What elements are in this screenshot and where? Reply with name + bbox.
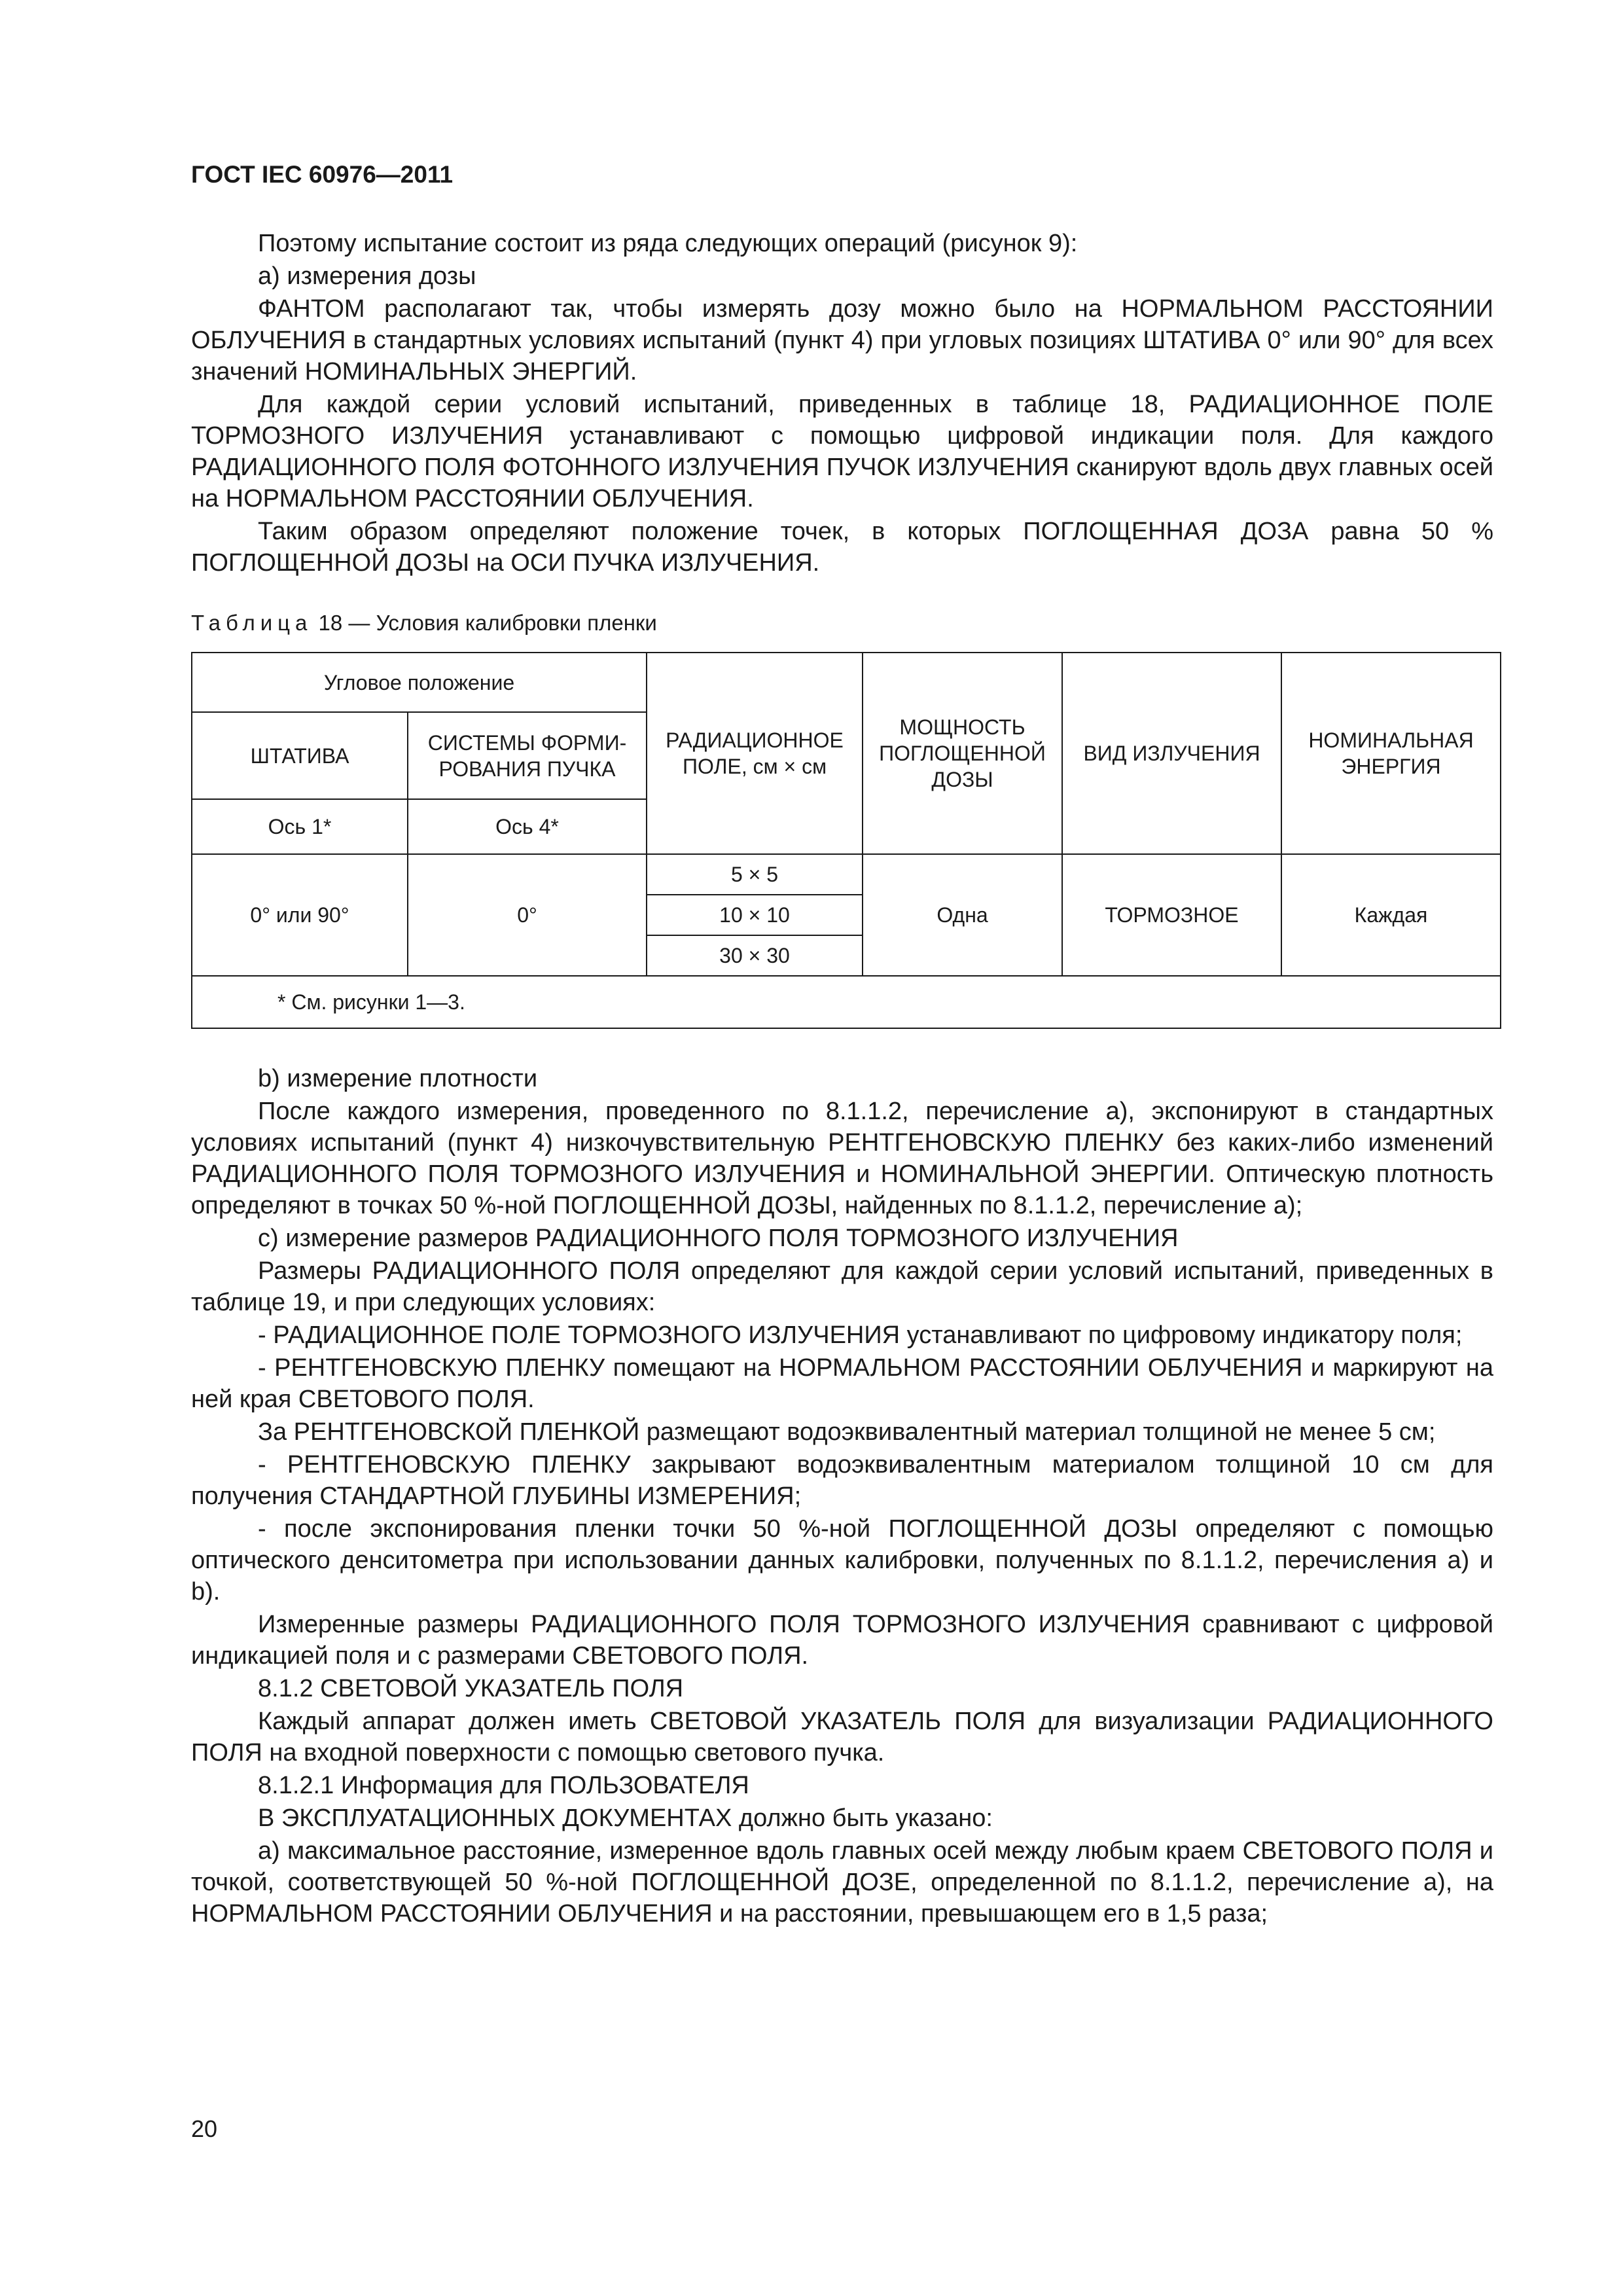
paragraph: - РЕНТГЕНОВСКУЮ ПЛЕНКУ помещают на НОРМАЛЬНОМ РАССТОЯНИИ ОБЛУЧЕНИЯ и маркируют на ней края СВЕТОВОГО ПОЛЯ. (191, 1354, 1493, 1413)
paragraph: Каждый аппарат должен иметь СВЕТОВОЙ УКАЗАТЕЛЬ ПОЛЯ для визуализации РАДИАЦИОННОГО ПОЛЯ на входной поверхности с помощью светового пучка. (191, 1708, 1493, 1767)
table-cell-sistemy: 0° (408, 854, 647, 976)
paragraph: Измеренные размеры РАДИАЦИОННОГО ПОЛЯ ТОРМОЗНОГО ИЗЛУЧЕНИЯ сравнивают с цифровой индикацией поля и с размерами СВЕТОВОГО ПОЛЯ. (191, 1611, 1493, 1670)
paragraph: ФАНТОМ располагают так, чтобы измерять дозу можно было на НОРМАЛЬНОМ РАССТОЯНИИ ОБЛУЧЕНИЯ в стандартных условиях испытаний (пункт 4) при угловых позициях ШТАТИВА 0° или 90° для всех значений НОМИНАЛЬНЫХ ЭНЕРГИЙ. (191, 295, 1493, 386)
table-cell-field: 10 × 10 (647, 895, 863, 935)
table-caption-word: Таблица (191, 611, 313, 635)
paragraph: Поэтому испытание состоит из ряда следующих операций (рисунок 9): (258, 230, 1078, 257)
table-head-axis4: Ось 4* (408, 799, 647, 854)
main-text (191, 228, 1493, 1931)
table-cell-shtativ: 0° или 90° (192, 854, 408, 976)
page-number: 20 (191, 2115, 218, 2142)
paragraph: За РЕНТГЕНОВСКОЙ ПЛЕНКОЙ размещают водоэквивалентный материал толщиной не менее 5 см; (258, 1418, 1436, 1446)
table-cell-energy: Каждая (1281, 854, 1501, 976)
table-cell-kind: ТОРМОЗНОЕ (1062, 854, 1281, 976)
paragraph: После каждого измерения, проведенного по 8.1.1.2, перечисление a), экспонируют в стандартных условиях испытаний (пункт 4) низкочувствительную РЕНТГЕНОВСКУЮ ПЛЕНКУ без каких-либо изменений РАДИАЦИОННОГО ПОЛЯ ТОРМОЗНОГО ИЗЛУЧЕНИЯ и НОМИНАЛЬНОЙ ЭНЕРГИИ. Оптическую плотность определяют в точках 50 %-ной ПОГЛОЩЕННОЙ ДОЗЫ, найденных по 8.1.1.2, перечисление a); (191, 1098, 1493, 1219)
paragraph: b) измерение плотности (258, 1065, 538, 1092)
table-head-shtativ: ШТАТИВА (192, 712, 408, 799)
table-caption (191, 607, 1493, 639)
paragraph: Размеры РАДИАЦИОННОГО ПОЛЯ определяют для каждой серии условий испытаний, приведенных в таблице 19, и при следующих условиях: (191, 1257, 1493, 1316)
document-header: ГОСТ IEC 60976—2011 (191, 161, 454, 188)
table-footnote: * См. рисунки 1—3. (192, 976, 1501, 1028)
paragraph: a) измерения дозы (258, 262, 476, 290)
table-caption-title: 18 — Условия калибровки пленки (312, 611, 657, 635)
paragraph: - РАДИАЦИОННОЕ ПОЛЕ ТОРМОЗНОГО ИЗЛУЧЕНИЯ устанавливают по цифровому индикатору поля; (258, 1321, 1463, 1349)
paragraph: c) измерение размеров РАДИАЦИОННОГО ПОЛЯ ТОРМОЗНОГО ИЗЛУЧЕНИЯ (258, 1225, 1179, 1252)
table-head-axis1: Ось 1* (192, 799, 408, 854)
paragraph: a) максимальное расстояние, измеренное вдоль главных осей между любым краем СВЕТОВОГО ПОЛЯ и точкой, соответствующей 50 %-ной ПОГЛОЩЕННОЙ ДОЗЕ, определенной по 8.1.1.2, перечисление a), на НОРМАЛЬНОМ РАССТОЯНИИ ОБЛУЧЕНИЯ и на расстоянии, превышающем его в 1,5 раза; (191, 1837, 1493, 1928)
paragraph: - РЕНТГЕНОВСКУЮ ПЛЕНКУ закрывают водоэквивалентным материалом толщиной 10 см для получения СТАНДАРТНОЙ ГЛУБИНЫ ИЗМЕРЕНИЯ; (191, 1451, 1493, 1510)
section-heading: 8.1.2 СВЕТОВОЙ УКАЗАТЕЛЬ ПОЛЯ (258, 1675, 684, 1702)
table-head-field: РАДИАЦИОННОЕ ПОЛЕ, см × см (647, 653, 863, 854)
table-head-group: Угловое положение (192, 653, 647, 712)
paragraph: В ЭКСПЛУАТАЦИОННЫХ ДОКУМЕНТАХ должно быть указано: (258, 1804, 993, 1832)
calibration-table (191, 652, 1501, 1029)
paragraph: - после экспонирования пленки точки 50 %-ной ПОГЛОЩЕННОЙ ДОЗЫ определяют с помощью оптического денситометра при использовании данных калибровки, полученных по 8.1.1.2, перечисления a) и b). (191, 1515, 1493, 1605)
table-cell-power: Одна (863, 854, 1062, 976)
section-heading: 8.1.2.1 Информация для ПОЛЬЗОВАТЕЛЯ (258, 1772, 749, 1799)
table-head-power: МОЩНОСТЬ ПОГЛОЩЕННОЙ ДОЗЫ (863, 653, 1062, 854)
table-head-kind: ВИД ИЗЛУЧЕНИЯ (1062, 653, 1281, 854)
table-head-energy: НОМИНАЛЬНАЯ ЭНЕРГИЯ (1281, 653, 1501, 854)
paragraph: Таким образом определяют положение точек, в которых ПОГЛОЩЕННАЯ ДОЗА равна 50 % ПОГЛОЩЕННОЙ ДОЗЫ на ОСИ ПУЧКА ИЗЛУЧЕНИЯ. (191, 518, 1493, 577)
paragraph: Для каждой серии условий испытаний, приведенных в таблице 18, РАДИАЦИОННОЕ ПОЛЕ ТОРМОЗНОГО ИЗЛУЧЕНИЯ устанавливают с помощью цифровой индикации поля. Для каждого РАДИАЦИОННОГО ПОЛЯ ФОТОННОГО ИЗЛУЧЕНИЯ ПУЧОК ИЗЛУЧЕНИЯ сканируют вдоль двух главных осей на НОРМАЛЬНОМ РАССТОЯНИИ ОБЛУЧЕНИЯ. (191, 391, 1493, 512)
table-head-sistemy: СИСТЕМЫ ФОРМИ-РОВАНИЯ ПУЧКА (408, 712, 647, 799)
table-cell-field: 30 × 30 (647, 935, 863, 976)
table-cell-field: 5 × 5 (647, 854, 863, 895)
